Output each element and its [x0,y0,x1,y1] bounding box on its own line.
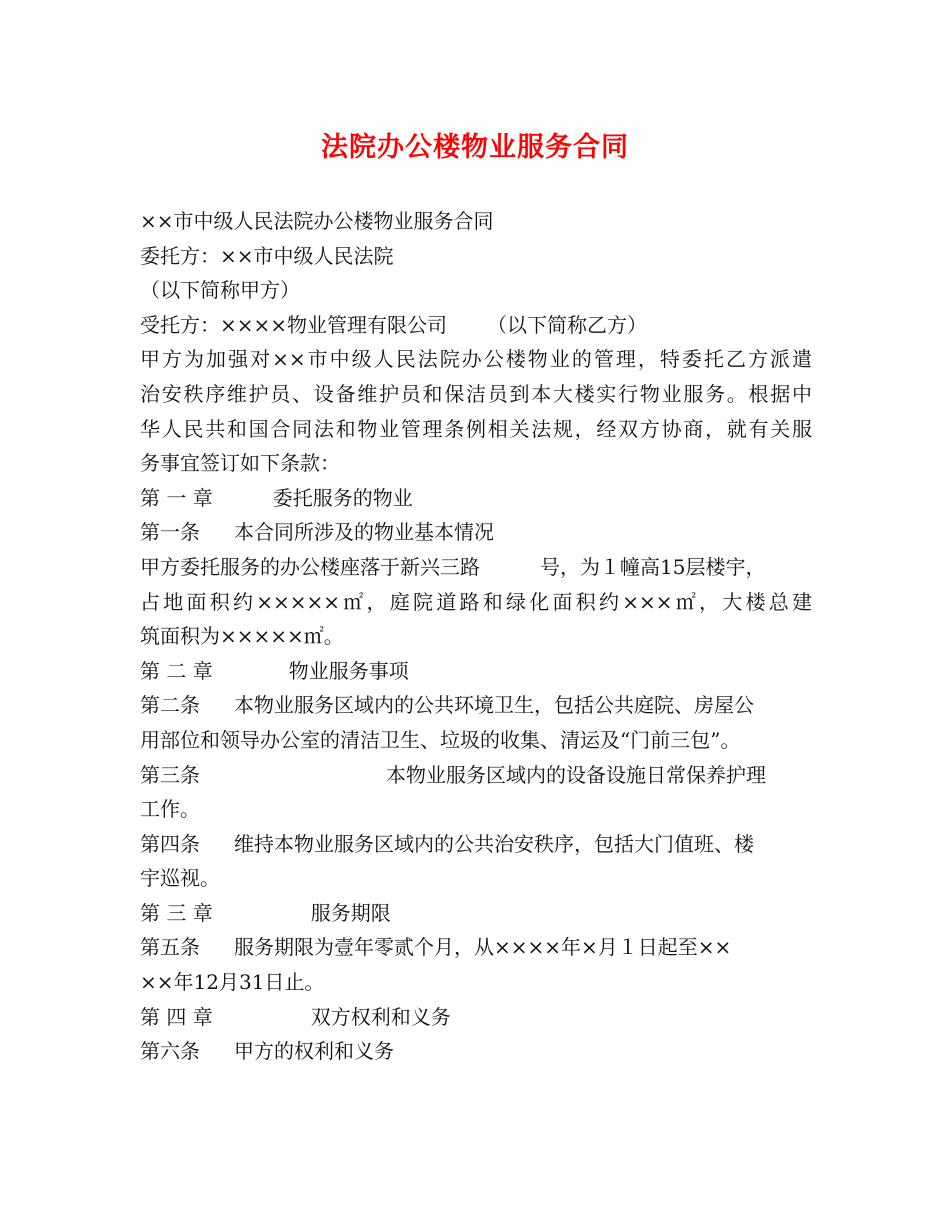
text-line: 甲方为加强对××市中级人民法院办公楼物业的管理，特委托乙方派遣 [140,347,812,372]
article-heading [140,1034,812,1069]
chapter-heading [140,896,812,931]
chapter-heading [140,654,812,689]
chapter-title: 委托服务的物业 [272,485,413,510]
text-line: ××年12月31日止。 [140,970,325,995]
article-number: 第三条 [140,762,200,787]
text-line: 华人民共和国合同法和物业管理条例相关法规，经双方协商，就有关服 [140,416,812,441]
chapter-number: 第 三 章 [140,900,213,925]
text-line: 治安秩序维护员、设备维护员和保洁员到本大楼实行物业服务。根据中 [140,381,812,406]
text-line: 占地面积约×××××㎡，庭院道路和绿化面积约×××㎡，大楼总建 [140,589,812,614]
article-title: 甲方的权利和义务 [234,1039,394,1064]
text-line: （以下简称甲方） [140,278,300,303]
article-text: 第三条 本物业服务区域内的设备设施日常保养护理 [140,762,766,787]
text-line: 筑面积为×××××㎡。 [140,624,344,649]
chapter-number: 第 一 章 [140,485,213,510]
article-text: 第四条 维持本物业服务区域内的公共治安秩序，包括大门值班、楼 [140,831,754,856]
article-text: 第五条 服务期限为壹年零贰个月，从××××年×月１日起至×× [140,935,732,960]
chapter-title: 服务期限 [310,900,391,925]
document-title: 法院办公楼物业服务合同 [321,132,629,163]
article-text: 第二条 本物业服务区域内的公共环境卫生，包括公共庭院、房屋公 [140,693,754,718]
chapter-number: 第 二 章 [140,658,213,683]
text-line: 务事宜签订如下条款： [140,451,340,476]
trustee-abbrev: （以下简称乙方） [487,312,648,337]
chapter-title: 物业服务事项 [288,658,409,683]
article-title: 本合同所涉及的物业基本情况 [234,520,494,545]
text-line: 甲方委托服务的办公楼座落于新兴三路 号，为１幢高15层楼宇， [140,554,766,579]
article-number: 第四条 [140,831,200,856]
chapter-heading [140,481,812,516]
article-number: 第二条 [140,693,200,718]
chapter-number: 第 四 章 [140,1004,213,1029]
text-line: 用部位和领导办公室的清洁卫生、垃圾的收集、清运及“门前三包”。 [140,727,741,752]
text-line: 工作。 [140,797,200,822]
article-number: 第一条 [140,520,200,545]
article-number: 第六条 [140,1039,200,1064]
text-line: 宇巡视。 [140,866,220,891]
text-line: 委托方：××市中级人民法院 [140,243,394,268]
document-body [140,204,812,1069]
trustee-label: 受托方：××××物业管理有限公司 [140,312,448,337]
article-number: 第五条 [140,935,200,960]
text-line [140,308,812,343]
article-heading [140,515,812,550]
text-line: ××市中级人民法院办公楼物业服务合同 [140,209,494,233]
chapter-title: 双方权利和义务 [310,1004,451,1029]
chapter-heading [140,1000,812,1035]
